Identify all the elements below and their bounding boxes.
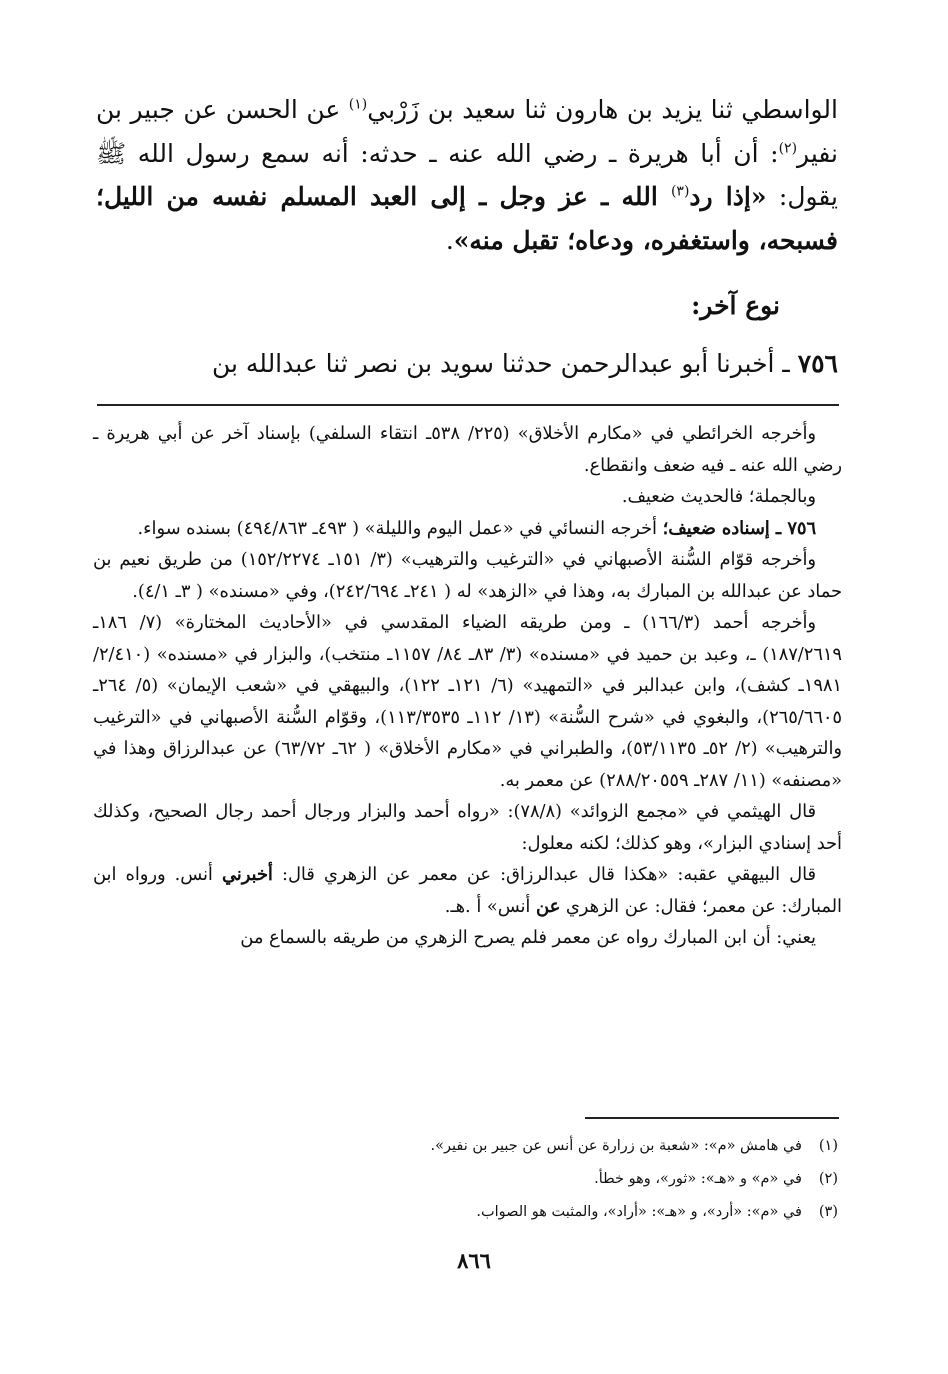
footnote-text: في «م»: «أرد»، و «هـ»: «أراد»، والمثبت هو الصواب. xyxy=(476,1204,802,1220)
footnote-ref[interactable]: (٣) xyxy=(670,183,690,200)
footnote-ref[interactable]: (١) xyxy=(348,96,368,113)
commentary-paragraph: قال الهيثمي في «مجمع الزوائد» (٧٨/٨): «رواه أحمد والبزار ورجال أحمد رجال الصحيح، وكذلك أحد إسنادي البزار»، وهو كذلك؛ لكنه معلول: xyxy=(93,801,842,854)
commentary-paragraph: وأخرجه الخرائطي في «مكارم الأخلاق» (٢٢٥/ ٥٣٨ـ انتقاء السلفي) بإسناد آخر عن أبي هريرة ـ رضي الله عنه ـ فيه ضعف وانقطاع. xyxy=(93,423,842,476)
commentary-paragraph: وأخرجه أحمد (١٦٦/٣) ـ ومن طريقه الضياء المقدسي في «الأحاديث المختارة» (٧/ ١٨٦ـ ١٨٧/٢٦١٩) ـ، وعبد بن حميد في «مسنده» (٣/ ٨٣ـ ٨٤/ ١١٥٧ـ منتخب)، والبزار في «مسنده» (٢/٤١٠/ ١٩٨١ـ كشف)، وابن عبدالبر في «التمهيد» (٦/ ١٢١ـ ١٢٢)، والبيهقي في «شعب الإيمان» (٥/ ٢٦٤ـ ٢٦٥/٦٦٠٥)، والبغوي في «شرح السُّنة» (١٣/ ١١٢ـ ١١٣/٣٥٣٥)، وقوّام السُّنة الأصبهاني في «الترغيب والترهيب» (٢/ ٥٢ـ ٥٣/١١٣٥)، والطبراني في «مكارم الأخلاق» ( ٦٢ـ ٦٣/٧٢) عن عبدالرزاق وهذا في «مصنفه» (١١/ ٢٨٧ـ ٢٨٨/٢٠٥٥٩) عن معمر به. xyxy=(93,612,842,791)
hadith-text: ـ أخبرنا أبو عبدالرحمن حدثنا سويد بن نصر ثنا عبدالله بن xyxy=(211,348,798,378)
footnote-ref[interactable]: (٢) xyxy=(778,140,798,157)
text-segment: الواسطي ثنا يزيد بن هارون ثنا سعيد بن زَرْبي xyxy=(367,95,838,124)
text-segment: : أن أبا هريرة ـ رضي الله عنه ـ حدثه: أنه سمع رسول الله ﷺ يقول: xyxy=(96,138,838,211)
footnote-number: (١) xyxy=(818,1138,838,1154)
hadith-quote: «إذا رد xyxy=(689,182,767,211)
footnote-divider xyxy=(585,1117,839,1119)
main-text xyxy=(96,88,838,385)
page-number: ٨٦٦ xyxy=(457,1248,491,1273)
footnote-number: (٢) xyxy=(818,1171,838,1187)
commentary xyxy=(93,418,842,954)
commentary-divider xyxy=(97,404,839,406)
text-segment: . xyxy=(445,225,454,255)
commentary-paragraph: يعني: أن ابن المبارك رواه عن معمر فلم يصرح الزهري من طريقه بالسماع من xyxy=(240,927,816,948)
text-segment: عن الحسن عن جبير بن نفير xyxy=(96,95,838,168)
footnote xyxy=(150,1196,838,1229)
commentary-paragraph: وأخرجه قوّام السُّنة الأصبهاني في «الترغيب والترهيب» (٣/ ١٥١ـ ١٥٢/٢٢٧٤) من طريق نعيم بن حماد عن عبدالله بن المبارك به، وهذا في «الزهد» له ( ٢٤١ـ ٢٤٢/٦٩٤)، وفي «مسنده» ( ٣ـ ٤/١). xyxy=(93,549,842,602)
hadith-756 xyxy=(96,342,838,386)
commentary-paragraph: وبالجملة؛ فالحديث ضعيف. xyxy=(621,486,816,507)
hadith-continuation xyxy=(96,88,838,262)
footnote-text: في هامش «م»: «شعبة بن زرارة عن أنس عن جبير بن نفير». xyxy=(430,1138,802,1154)
footnote-text: في «م» و «هـ»: «ثور»، وهو خطأ. xyxy=(594,1171,802,1187)
emphasis: عن xyxy=(536,895,561,917)
commentary-paragraph xyxy=(93,859,842,922)
footnote-number: (٣) xyxy=(818,1204,838,1220)
text-segment: أنس» أ .هـ. xyxy=(444,895,537,917)
grading: ـ إسناده ضعيف؛ xyxy=(662,517,788,539)
hadith-number: ٧٥٦ xyxy=(797,348,838,378)
hadith-number: ٧٥٦ xyxy=(787,517,816,539)
footnote xyxy=(150,1163,838,1196)
section-heading: نوع آخر: xyxy=(691,291,780,320)
emphasis: أخبرني xyxy=(221,864,273,885)
text-segment: أنس. ورواه ابن المبارك: عن معمر؛ فقال: عن الزهري xyxy=(93,864,842,917)
footnote xyxy=(150,1130,838,1163)
text-segment: قال البيهقي عقبه: «هكذا قال عبدالرزاق: عن معمر عن الزهري قال: xyxy=(272,864,816,885)
commentary-paragraph xyxy=(93,513,842,545)
footnotes xyxy=(150,1130,838,1229)
text-segment: أخرجه النسائي في «عمل اليوم والليلة» ( ٤٩٣ـ ٤٩٤/٨٦٣) بسنده سواء. xyxy=(137,517,663,539)
hadith-quote: الله ـ عز وجل ـ إلى العبد المسلم نفسه من الليل؛ فسبحه، واستغفره، ودعاه؛ تقبل منه» xyxy=(96,182,838,255)
